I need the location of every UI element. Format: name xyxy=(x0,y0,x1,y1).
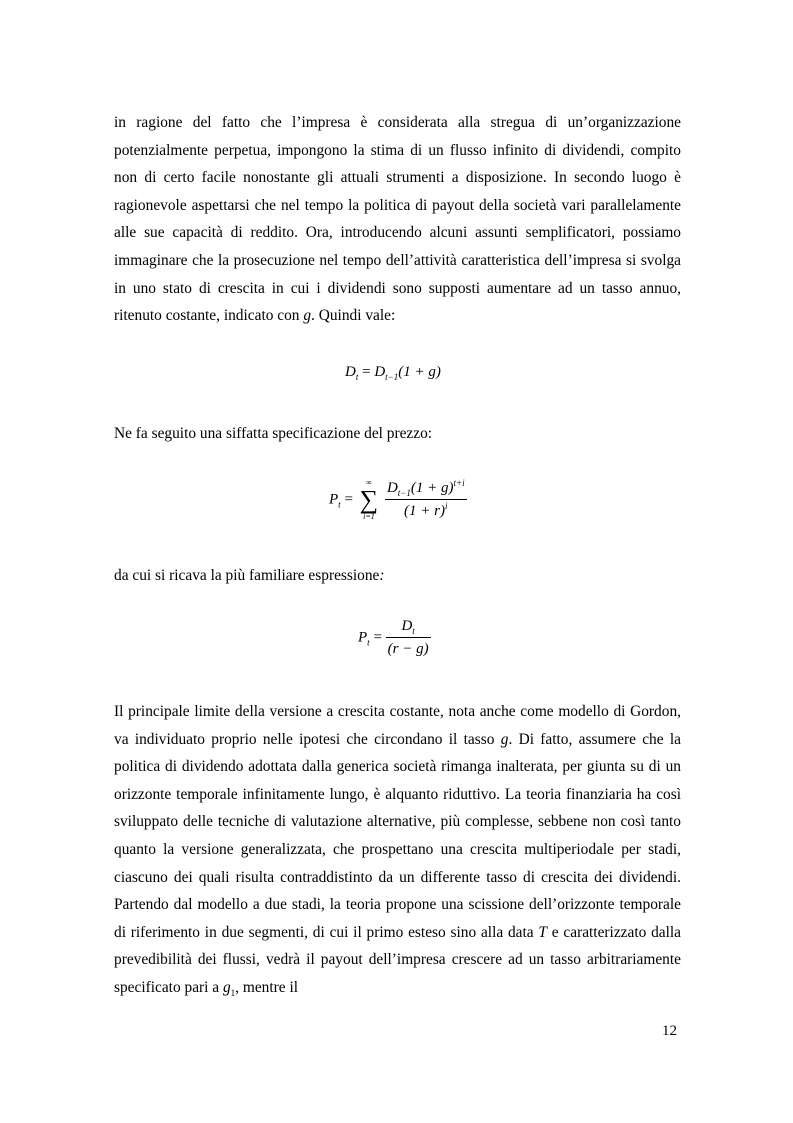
eq3-denominator: (r − g) xyxy=(387,641,429,657)
sum-lower: i=1 xyxy=(363,512,375,521)
body-paragraph-3 xyxy=(114,562,681,590)
paragraph-4-text-a: Il principale limite della versione a crescita costante, nota anche come modello di Gordon, va individuato proprio nelle ipotesi che circondano il tasso xyxy=(114,703,681,748)
eq1-equals: = xyxy=(362,364,371,380)
paragraph-2-text: Ne fa seguito una siffatta specificazione del prezzo: xyxy=(114,425,433,442)
eq3-lhs: P xyxy=(358,629,368,646)
eq1-rhs-sub: t−1 xyxy=(385,372,399,382)
body-paragraph-1 xyxy=(114,109,681,330)
eq2-num-sup: t+i xyxy=(453,478,465,488)
eq3-num-main: D xyxy=(401,618,413,634)
eq3-equals: = xyxy=(373,629,382,646)
variable-g: g xyxy=(303,307,312,325)
paragraph-1-text: in ragione del fatto che l’impresa è considerata alla stregua di un’organizzazione potenzialmente perpetua, impongono la stima di un flusso infinito di dividendi, compito non di certo facile nonostante gli attuali strumenti a disposizione. In secondo luogo è ragionevole aspettarsi che nel tempo la politica di payout della società vari parallelamente alle sue capacità di reddito. Ora, introducendo alcuni assunti semplificatori, possiamo immaginare che la prosecuzione nel tempo dell’attività caratteristica dell’impresa si svolga in uno stato di crescita in cui i dividendi sono supposti aumentare ad un tasso annuo, ritenuto costante, indicato con xyxy=(114,114,681,325)
paragraph-4-text-c: e caratterizzato dalla prevedibilità dei flussi, vedrà il payout dell’impresa crescere ad un tasso arbitrariamente specificato pari a xyxy=(114,923,681,996)
paragraph-1-end: . Quindi vale: xyxy=(311,307,396,325)
sum-upper: ∞ xyxy=(366,478,372,487)
eq3-fraction xyxy=(386,618,431,658)
equation-price-sum xyxy=(329,478,467,522)
variable-g1: g xyxy=(222,978,231,996)
variable-g-2: g xyxy=(500,730,509,748)
page-number: 12 xyxy=(662,1023,677,1039)
body-paragraph-2 xyxy=(114,420,681,448)
variable-T: T xyxy=(538,923,547,941)
eq2-numerator xyxy=(385,480,467,500)
paragraph-4-text-d: , mentre il xyxy=(235,978,298,996)
sum-symbol: ∑ xyxy=(359,485,379,514)
eq2-equals: = xyxy=(344,491,353,508)
eq2-den-main: (1 + r) xyxy=(404,503,445,519)
eq1-rhs-main: D xyxy=(374,364,386,380)
eq2-lhs-sub: t xyxy=(338,499,341,510)
eq1-lhs-sub: t xyxy=(355,372,359,382)
body-paragraph-4 xyxy=(114,698,681,1002)
variable-g1-sub: 1 xyxy=(230,988,236,999)
paragraph-4-text-b: . Di fatto, assumere che la politica di dividendo adottata dalla generica società rimanga inalterata, per giunta su di un orizzonte temporale infinitamente lungo, è alquanto riduttivo. La teoria finanziaria ha così sviluppato delle tecniche di valutazione alternative, più complesse, sebbene non così tanto quanto la versione generalizzata, che prospettano una crescita multiperiodale per stadi, ciascuno dei quali risulta contraddistinto da un differente tasso di crescita dei dividendi. Partendo dal modello a due stadi, la teoria propone una scissione dell’orizzonte temporale di riferimento in due segmenti, di cui il primo esteso sino alla data xyxy=(114,730,681,941)
paragraph-3-colon: : xyxy=(379,567,385,584)
eq2-den-sup: i xyxy=(444,501,448,511)
eq3-numerator xyxy=(386,618,431,638)
eq1-rhs-tail: (1 + g) xyxy=(398,364,441,380)
eq3-num-sub: t xyxy=(412,626,415,636)
equation-gordon xyxy=(358,618,431,658)
eq3-lhs-sub: t xyxy=(367,637,370,648)
paragraph-3-text: da cui si ricava la più familiare espressione xyxy=(114,567,380,584)
eq2-denominator xyxy=(385,500,467,520)
equation-dividend-growth xyxy=(345,364,441,381)
eq2-fraction xyxy=(385,480,467,520)
eq1-lhs: D xyxy=(345,364,356,380)
eq2-num-tail: (1 + g) xyxy=(410,480,454,496)
eq2-num-main: D xyxy=(386,480,398,496)
eq2-lhs: P xyxy=(329,491,339,508)
eq2-num-sub: t−1 xyxy=(397,488,411,498)
summation xyxy=(360,478,379,522)
